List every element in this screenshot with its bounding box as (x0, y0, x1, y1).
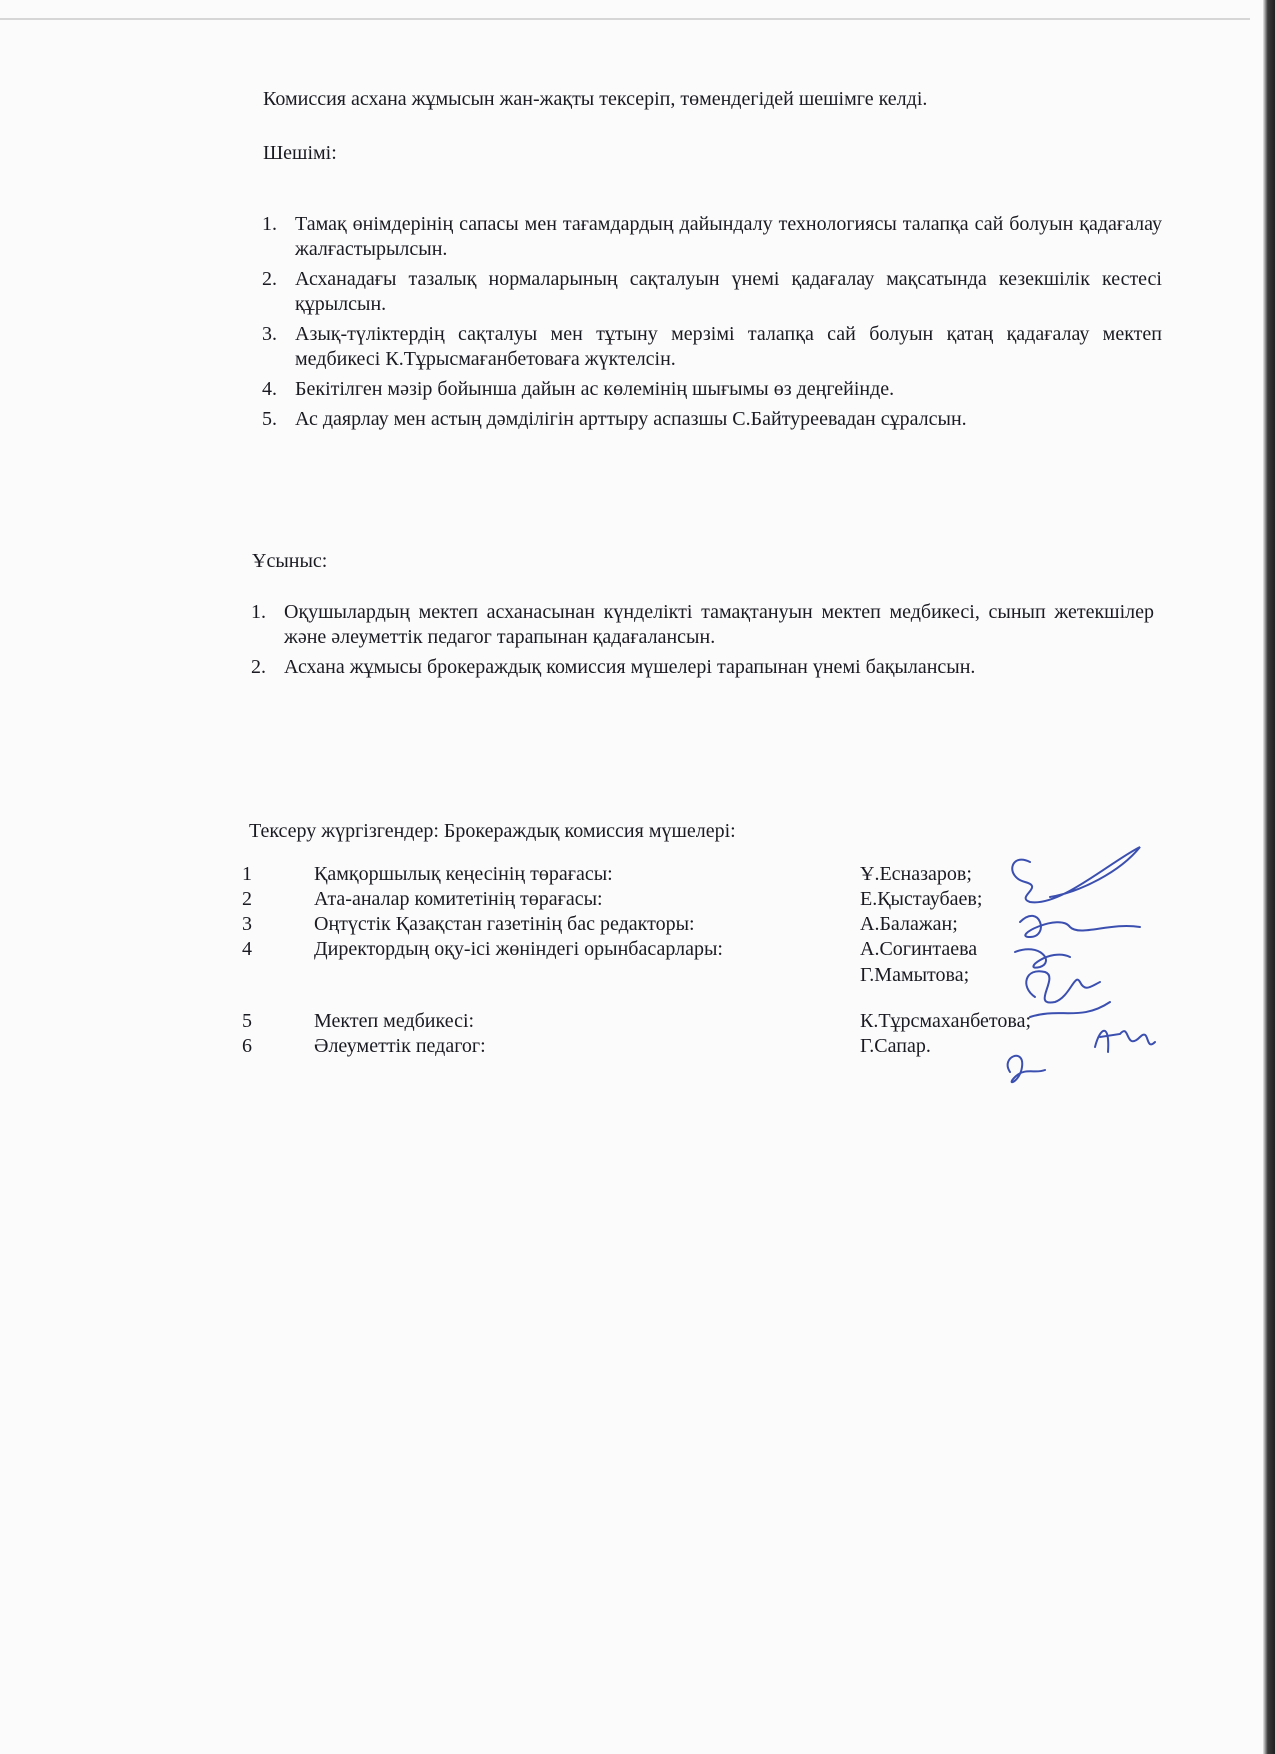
decisions-heading: Шешімі: (263, 142, 337, 164)
member-row (230, 963, 1130, 987)
member-row (230, 862, 1130, 886)
item-text: Азық-түліктердің сақталуы мен тұтыну мерзімі талапқа сай болуын қатаң қадағалау мектеп медбикесі К.Тұрысмағанбетоваға жүктелсін. (295, 323, 1162, 370)
member-number: 6 (242, 1035, 252, 1057)
list-item (262, 407, 1162, 432)
item-text: Асхана жұмысы брокераждық комиссия мүшелері тарапынан үнемі бақылансын. (284, 656, 976, 678)
signature-mark (1095, 1031, 1155, 1052)
member-row (230, 1009, 1130, 1033)
member-row (230, 1034, 1130, 1058)
item-text: Ас даярлау мен астың дәмділігін арттыру аспазшы С.Байтуреевадан сұралсын. (295, 408, 967, 430)
member-row (230, 887, 1130, 911)
member-name: Е.Қыстаубаев; (860, 888, 983, 910)
member-number: 2 (242, 888, 252, 910)
member-number: 1 (242, 863, 252, 885)
member-name: А.Согинтаева (860, 938, 978, 960)
member-role: Оңтүстік Қазақстан газетінің бас редакторы: (314, 913, 695, 935)
proposals-list (251, 600, 1154, 685)
list-item (262, 267, 1162, 317)
scan-right-edge (1263, 0, 1275, 1754)
member-name: Ұ.Есназаров; (860, 863, 972, 885)
decisions-list (262, 212, 1162, 437)
member-role: Қамқоршылық кеңесінің төрағасы: (314, 863, 613, 885)
member-name: Г.Мамытова; (860, 964, 970, 986)
member-number: 3 (242, 913, 252, 935)
item-number: 2. (262, 268, 277, 290)
inspectors-label: Тексеру жүргізгендер: Брокераждық комиссия мүшелері: (249, 820, 736, 842)
signature-mark (1020, 916, 1140, 937)
signature-mark (1015, 949, 1070, 967)
member-role: Мектеп медбикесі: (314, 1010, 475, 1032)
member-name: А.Балажан; (860, 913, 958, 935)
proposals-heading: Ұсыныс: (252, 550, 328, 572)
member-number: 4 (242, 938, 252, 960)
list-item (262, 212, 1162, 262)
item-number: 5. (262, 408, 277, 430)
list-item (251, 655, 1154, 680)
signature-mark (1030, 1002, 1110, 1017)
handwritten-signatures (1000, 842, 1160, 1092)
member-number: 5 (242, 1010, 252, 1032)
scan-top-edge (0, 18, 1250, 20)
signature-mark (1026, 971, 1100, 1002)
member-role: Ата-аналар комитетінің төрағасы: (314, 888, 603, 910)
list-item (262, 322, 1162, 372)
member-row (230, 912, 1130, 936)
item-number: 3. (262, 323, 277, 345)
member-name: К.Тұрсмаханбетова; (860, 1010, 1032, 1032)
item-text: Бекітілген мәзір бойынша дайын ас көлемінің шығымы өз деңгейінде. (295, 378, 895, 400)
item-text: Оқушылардың мектеп асханасынан күнделікті тамақтануын мектеп медбикесі, сынып жетекшілер және әлеуметтік педагог тарапынан қадағалансын. (284, 601, 1154, 648)
member-role: Директордың оқу-ісі жөніндегі орынбасарлары: (314, 938, 723, 960)
list-item (262, 377, 1162, 402)
member-role: Әлеуметтік педагог: (314, 1035, 486, 1057)
item-number: 1. (262, 213, 277, 235)
item-number: 4. (262, 378, 277, 400)
signature-mark (1008, 1056, 1045, 1082)
item-text: Тамақ өнімдерінің сапасы мен тағамдардың дайындалу технологиясы талапқа сай болуын қадағалау жалғастырылсын. (295, 213, 1162, 260)
member-row (230, 937, 1130, 961)
item-number: 2. (251, 656, 266, 678)
item-text: Асханадағы тазалық нормаларының сақталуын үнемі қадағалау мақсатында кезекшілік кестесі құрылсын. (295, 268, 1162, 315)
item-number: 1. (251, 601, 266, 623)
member-name: Г.Сапар. (860, 1035, 931, 1057)
intro-paragraph: Комиссия асхана жұмысын жан-жақты тексеріп, төмендегідей шешімге келді. (263, 88, 928, 110)
list-item (251, 600, 1154, 650)
signature-mark (1012, 847, 1140, 902)
